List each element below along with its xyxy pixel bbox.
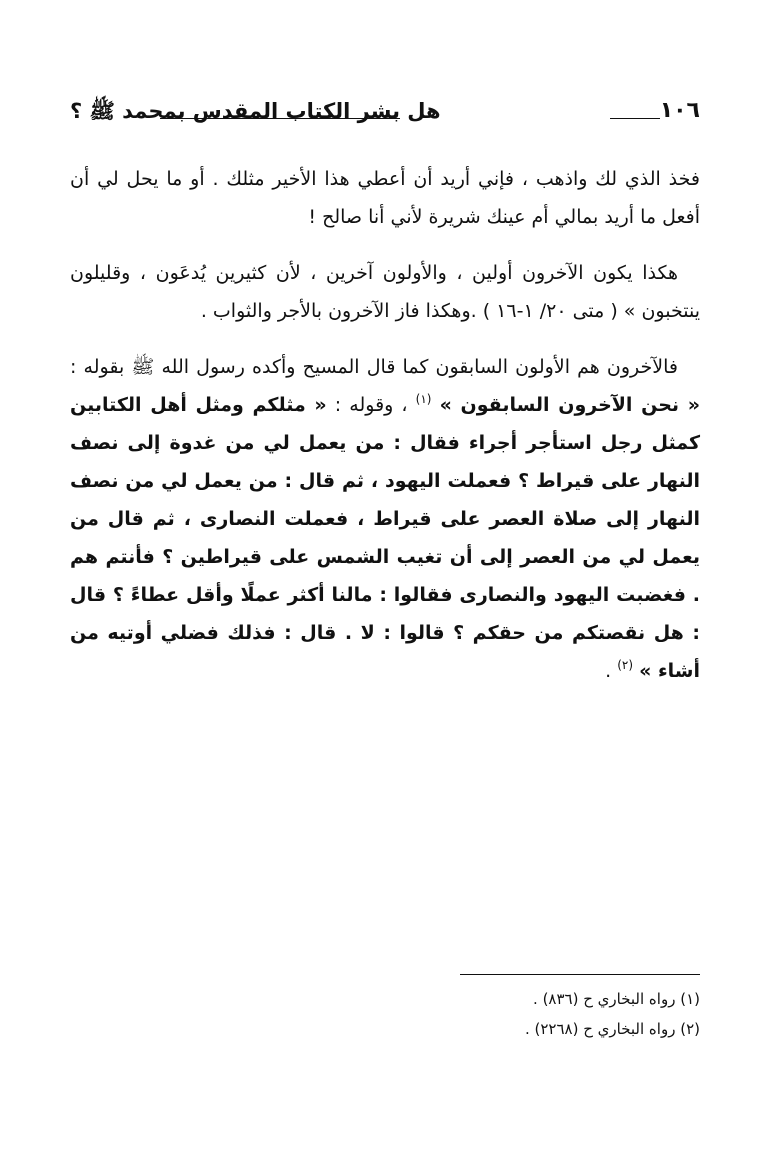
paragraph-3-join: ، وقوله : [334,394,408,416]
paragraph-2: هكذا يكون الآخرون أولين ، والأولون آخرين ، لأن كثيرين يُدعَون ، وقليلون ينتخبون » ( متى ٢٠/ ١-١٦ ) .وهكذا فاز الآخرون بالأجر والثواب . [70,262,700,322]
main-text [70,160,700,708]
footnote-ref-2: (٢) [617,658,634,672]
page-header [70,96,700,130]
paragraph-3 [70,348,700,690]
paragraph-3-intro: فالآخرون هم الأولون السابقون كما قال المسيح وأكده رسول الله ﷺ بقوله : [70,356,678,378]
paragraph-3-end: . [605,660,612,682]
footnotes [70,984,700,1044]
paragraph-1: فخذ الذي لك واذهب ، فإني أريد أن أعطي هذا الأخير مثلك . أو ما يحل لي أن أفعل ما أريد بمالي أم عينك شريرة لأني أنا صالح ! [70,168,700,228]
page-number: ١٠٦ [659,98,700,123]
footnote-2: (٢) رواه البخاري ح (٢٢٦٨) . [524,1020,700,1038]
footnote-1: (١) رواه البخاري ح (٨٣٦) . [533,990,700,1008]
hadith-quote-2: « مثلكم ومثل أهل الكتابين كمثل رجل استأجر أجراء فقال : من يعمل لي من غدوة إلى نصف النهار على قيراط ؟ فعملت اليهود ، ثم قال : من يعمل لي من نصف النهار إلى صلاة العصر على قيراط ، فعملت النصارى ، ثم قال من يعمل لي من العصر إلى أن تغيب الشمس على قيراطين ؟ فأنتم هم . فغضبت اليهود والنصارى فقالوا : مالنا أكثر عملًا وأقل عطاءً ؟ قال : هل نقصتكم من حقكم ؟ قالوا : لا . قال : فذلك فضلي أوتيه من أشاء » [70,394,700,682]
hadith-quote-1: « نحن الآخرون السابقون » [439,394,700,416]
footnote-separator [460,974,700,975]
footnote-ref-1: (١) [415,392,432,406]
header-rule-short [610,118,660,119]
running-title: هل بشر الكتاب المقدس بمحمد ﷺ ؟ [70,99,441,123]
